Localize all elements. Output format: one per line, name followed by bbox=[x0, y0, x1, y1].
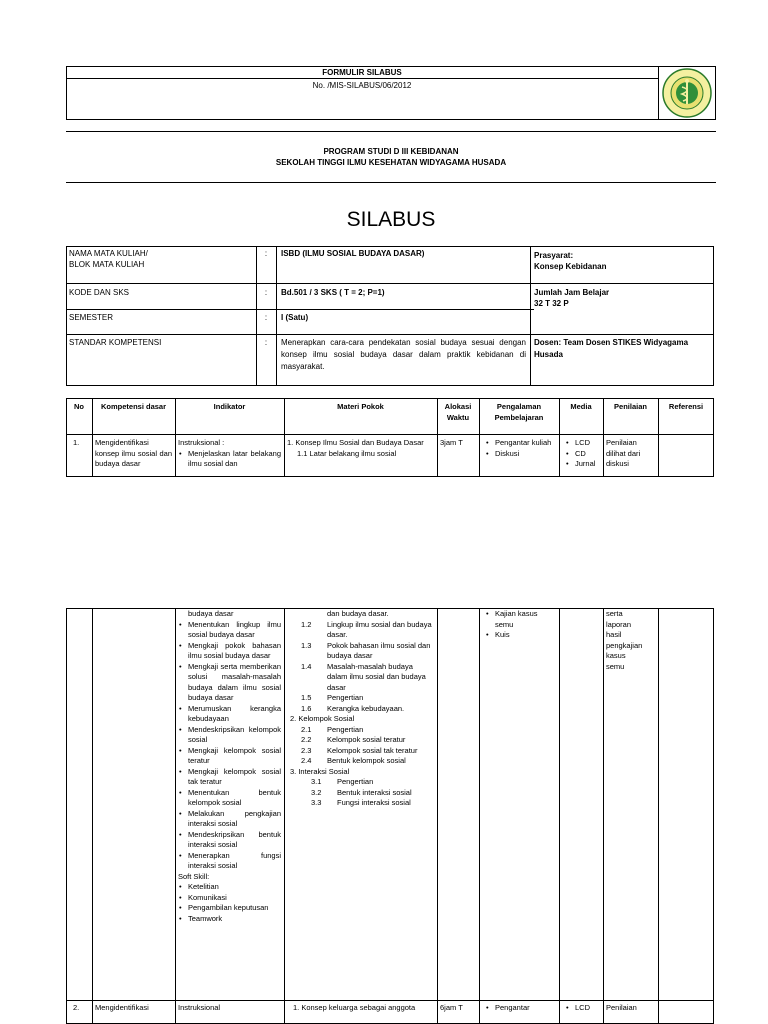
semester-value: I (Satu) bbox=[281, 313, 309, 322]
materi-number: 2.3 bbox=[301, 745, 312, 755]
row2-pengalaman: • Pengantar bbox=[479, 1002, 559, 1015]
materi-item bbox=[287, 704, 434, 715]
row1-pengalaman-continued: • Kajian kasus semu • Kuis bbox=[479, 608, 559, 642]
materi-item bbox=[287, 693, 434, 704]
table-col-line bbox=[559, 608, 560, 1024]
row2-indikator: Instruksional bbox=[178, 1003, 221, 1012]
materi-text: Masalah-masalah budaya dalam ilmu sosial dan budaya dasar bbox=[327, 661, 426, 692]
form-header-divider bbox=[66, 78, 658, 79]
row2-media: • LCD bbox=[559, 1002, 603, 1015]
materi-text: Kerangka kebudayaan. bbox=[327, 703, 405, 713]
softskill-item: • Teamwork bbox=[188, 914, 281, 925]
row1-kd: Mengidentifikasi konsep ilmu sosial dan budaya dasar bbox=[95, 438, 172, 468]
table-header-line bbox=[66, 434, 714, 435]
materi-text: Kelompok sosial teratur bbox=[327, 735, 406, 744]
materi-number: 3.3 bbox=[311, 798, 322, 807]
table-col-line bbox=[437, 608, 438, 1024]
row1-materi: 1. Konsep Ilmu Sosial dan Budaya Dasar 1.1 Latar belakang ilmu sosial bbox=[287, 438, 424, 458]
row2-materi: 1. Konsep keluarga sebagai anggota bbox=[293, 1003, 416, 1012]
row1-alokasi: 3jam T bbox=[440, 438, 463, 447]
materi-number: 3.2 bbox=[311, 787, 322, 797]
school-name: SEKOLAH TINGGI ILMU KESEHATAN WIDYAGAMA HUSADA bbox=[275, 158, 507, 167]
bottom-rule bbox=[66, 182, 716, 183]
materi-text: Kelompok sosial tak teratur bbox=[327, 745, 418, 755]
indikator-item: • Mendeskripsikan kelompok sosial bbox=[188, 725, 281, 746]
materi-item bbox=[287, 735, 434, 746]
form-header-logo-divider bbox=[658, 66, 659, 120]
materi-item bbox=[287, 725, 434, 736]
document-title: SILABUS bbox=[346, 208, 436, 231]
indikator-item: • Merumuskan kerangka kebudayaan bbox=[188, 704, 281, 725]
form-title: FORMULIR SILABUS bbox=[322, 68, 402, 77]
row1-penilaian-continued: serta laporan hasil pengkajian kasus semu bbox=[606, 609, 643, 671]
indikator-item: • Menentukan bentuk kelompok sosial bbox=[188, 788, 281, 809]
materi-item bbox=[287, 798, 434, 809]
header-kd: Kompetensi dasar bbox=[100, 402, 167, 411]
row1-pengalaman: • Pengantar kuliah • Diskusi bbox=[479, 437, 559, 460]
materi-number: 1.2 bbox=[301, 619, 312, 629]
materi-item bbox=[287, 620, 434, 641]
code-label: KODE DAN SKS bbox=[69, 288, 130, 297]
indikator-item: • Mendeskripsikan bentuk interaksi sosial bbox=[188, 830, 281, 851]
top-rule bbox=[66, 131, 716, 132]
form-number: No. /MIS-SILABUS/06/2012 bbox=[312, 81, 412, 90]
materi-item bbox=[287, 641, 434, 662]
indikator-item: • Mengkaji pokok bahasan ilmu sosial budaya dasar bbox=[188, 641, 281, 662]
materi-text: Bentuk interaksi sosial bbox=[337, 787, 412, 797]
info-row-line bbox=[66, 309, 534, 310]
row1-indikator: Instruksional : • Menjelaskan latar belakang ilmu sosial dan bbox=[175, 437, 284, 471]
materi-text: Pengertian bbox=[337, 777, 374, 786]
softskill-item: • Ketelitian bbox=[188, 882, 281, 893]
materi-item bbox=[287, 662, 434, 694]
colon: : bbox=[264, 288, 268, 297]
header-penilaian: Penilaian bbox=[614, 402, 647, 411]
row2-kd: Mengidentifikasi bbox=[95, 1003, 149, 1012]
study-hours: Jumlah Jam Belajar 32 T 32 P bbox=[534, 288, 610, 308]
row2-divider bbox=[66, 1000, 714, 1001]
materi-number: 2.1 bbox=[301, 724, 312, 734]
info-col-line bbox=[276, 246, 277, 386]
header-alokasi: Alokasi Waktu bbox=[444, 402, 472, 422]
info-row-line bbox=[66, 283, 714, 284]
program-name: PROGRAM STUDI D III KEBIDANAN bbox=[323, 147, 459, 156]
table-col-line bbox=[658, 608, 659, 1024]
header-pengalaman: Pengalaman Pembelajaran bbox=[494, 402, 544, 422]
materi-number: 1.4 bbox=[301, 661, 312, 671]
materi-text: Fungsi interaksi sosial bbox=[337, 798, 411, 807]
row1-materi-continued: dan budaya dasar. 1.2 Lingkup ilmu sosial dan budaya dasar. 1.3 Pokok bahasan ilmu sosial dan budaya dasar 1.4 Masalah-masalah budaya dalam ilmu sosial dan budaya dasar 1.5 Pengertian 1.6 Kerangka kebudayaan. 2. Kelompok Sosial 2.1 Pengertian 2.2 Kelompok sosial teratur 2.3 Kelompok sosial tak teratur 2.4 Bentuk kelompok sosial 3. Interaksi Sosial 3.1 Pengertian 3.2 Bentuk interaksi sosial 3.3 Fungsi interaksi sosial bbox=[284, 608, 437, 810]
row2-alokasi: 6jam T bbox=[440, 1003, 463, 1012]
indikator-item: • Mengkaji kelompok sosial teratur bbox=[188, 746, 281, 767]
materi-item bbox=[287, 756, 434, 767]
materi-number: 2.2 bbox=[301, 735, 312, 744]
header-no: No bbox=[74, 402, 84, 411]
header-referensi: Referensi bbox=[668, 402, 704, 411]
info-col-line bbox=[530, 246, 531, 386]
course-value: ISBD (ILMU SOSIAL BUDAYA DASAR) bbox=[281, 249, 425, 258]
indikator-item: • Mengkaji kelompok sosial tak teratur bbox=[188, 767, 281, 788]
code-value: Bd.501 / 3 SKS ( T = 2; P=1) bbox=[281, 288, 385, 297]
table-col-line bbox=[479, 608, 480, 1024]
row1-media: • LCD • CD • Jurnal bbox=[559, 437, 603, 471]
competency-value: Menerapkan cara-cara pendekatan sosial budaya sesuai dengan konsep ilmu sosial budaya dasar dalam praktik kebidanan di masyarakat. bbox=[281, 338, 526, 371]
course-label: NAMA MATA KULIAH/ BLOK MATA KULIAH bbox=[69, 249, 148, 269]
prerequisite: Prasyarat: Konsep Kebidanan bbox=[534, 251, 607, 271]
row1-indikator-continued: budaya dasar • Menentukan lingkup ilmu sosial budaya dasar • Mengkaji pokok bahasan ilmu sosial budaya dasar • Mengkaji serta memberikan solusi masalah-masalah budaya dalam ilmu sosial budaya dasar • Merumuskan kerangka kebudayaan • Mendeskripsikan kelompok sosial • Mengkaji kelompok sosial teratur • Mengkaji kelompok sosial tak teratur • Menentukan bentuk kelompok sosial • Melakukan pengkajian interaksi sosial • Mendeskripsikan bentuk interaksi sosial • Menerapkan fungsi interaksi sosial Soft Skill: • Ketelitian • Komunikasi • Pengambilan keputusan • Teamwork bbox=[175, 608, 284, 925]
indikator-item: • Menerapkan fungsi interaksi sosial bbox=[188, 851, 281, 872]
materi-text: Lingkup ilmu sosial dan budaya dasar. bbox=[327, 619, 432, 639]
institution-logo bbox=[662, 68, 712, 118]
indikator-item: • Mengkaji serta memberikan solusi masalah-masalah budaya dalam ilmu sosial budaya dasar bbox=[188, 662, 281, 704]
materi-item bbox=[287, 777, 434, 788]
materi-number: 1.6 bbox=[301, 703, 312, 713]
info-row-line bbox=[66, 334, 714, 335]
row2-no: 2. bbox=[73, 1003, 80, 1012]
colon: : bbox=[264, 338, 268, 347]
table-col-line bbox=[92, 608, 93, 1024]
header-indikator: Indikator bbox=[213, 402, 246, 411]
colon: : bbox=[264, 249, 268, 258]
row1-penilaian: Penilaian dilihat dari diskusi bbox=[606, 438, 641, 468]
materi-number: 3.1 bbox=[311, 777, 322, 786]
row2-penilaian: Penilaian bbox=[606, 1003, 637, 1012]
header-materi: Materi Pokok bbox=[337, 402, 384, 411]
row1-no: 1. bbox=[73, 438, 80, 447]
lecturer: Dosen: Team Dosen STIKES Widyagama Husada bbox=[534, 338, 689, 359]
materi-number: 1.3 bbox=[301, 640, 312, 650]
materi-number: 2.4 bbox=[301, 756, 312, 765]
softskill-item: • Pengambilan keputusan bbox=[188, 903, 281, 914]
header-media: Media bbox=[570, 402, 592, 411]
materi-text: Pengertian bbox=[327, 693, 364, 702]
softskill-item: • Komunikasi bbox=[188, 893, 281, 904]
semester-label: SEMESTER bbox=[69, 313, 114, 322]
materi-text: Pengertian bbox=[327, 724, 364, 734]
materi-number: 1.5 bbox=[301, 693, 312, 702]
materi-text: Pokok bahasan ilmu sosial dan budaya dasar bbox=[327, 640, 431, 660]
indikator-item: • Menentukan lingkup ilmu sosial budaya dasar bbox=[188, 620, 281, 641]
materi-item bbox=[287, 746, 434, 757]
competency-label: STANDAR KOMPETENSI bbox=[69, 338, 162, 347]
materi-item bbox=[287, 788, 434, 799]
materi-text: Bentuk kelompok sosial bbox=[327, 756, 406, 765]
colon: : bbox=[264, 313, 268, 322]
indikator-item: • Melakukan pengkajian interaksi sosial bbox=[188, 809, 281, 830]
